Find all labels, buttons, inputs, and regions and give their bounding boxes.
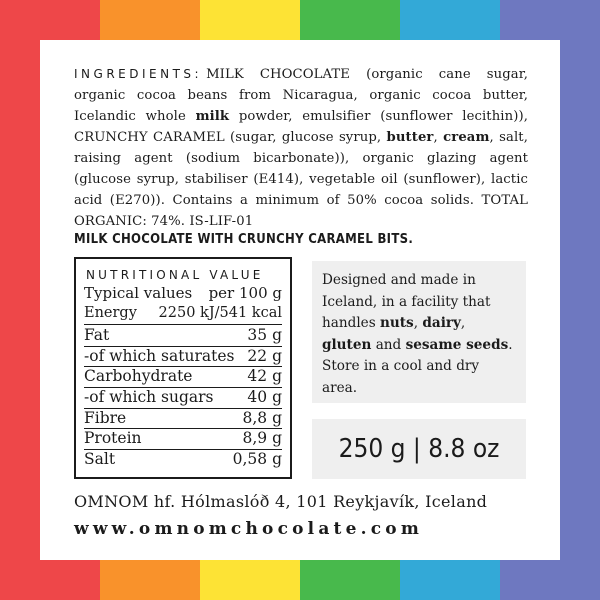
info-text-segment: . Store in a cool and dry area. <box>322 336 513 396</box>
nutrition-row <box>84 326 282 347</box>
nutrition-row-value: 22 g <box>247 346 282 365</box>
allergen-cream: cream <box>443 130 490 145</box>
nutrition-row <box>84 347 282 368</box>
net-weight-text: 250 g | 8.8 oz <box>338 434 500 464</box>
nutrition-row-label: -of which saturates <box>84 346 235 365</box>
nutrition-row-label: Protein <box>84 429 142 448</box>
info-text-segment: and <box>371 336 406 353</box>
ingredient-text-segment: , <box>433 130 444 145</box>
allergen-sesame: sesame seeds <box>405 336 509 353</box>
net-weight-box <box>312 419 526 479</box>
nutrition-header-value: per 100 g <box>208 284 282 302</box>
ingredient-milk-chocolate: MILK CHOCOLATE <box>206 67 351 82</box>
nutrition-row-label: Fibre <box>84 408 127 427</box>
company-address: OMNOM hf. Hólmaslóð 4, 101 Reykjavík, Iceland <box>74 492 488 511</box>
ingredient-text-segment: powder, emulsifier (sunflower lecithin)), <box>229 109 528 124</box>
allergen-butter: butter <box>386 130 434 145</box>
ingredient-text-segment: (organic cane sugar, organic cocoa beans from Nicaragua, organic cocoa butter, Icelandic whole <box>74 67 529 124</box>
nutrition-row-value: 42 g <box>247 367 282 386</box>
ingredient-crunchy-caramel: CRUNCHY CARAMEL <box>74 130 225 145</box>
ingredient-e414: E414 <box>258 172 294 187</box>
nutrition-row-label: Carbohydrate <box>84 367 193 386</box>
label-panel <box>40 40 560 560</box>
nutrition-row-value: 8,8 g <box>242 408 282 427</box>
info-text-segment: Designed and made in Iceland, in a facility that handles <box>322 272 491 332</box>
nutrition-row-label: Salt <box>84 449 116 468</box>
nutrition-energy-row <box>84 304 282 326</box>
ingredient-text-segment: )). Contains a minimum of 50% cocoa solids. <box>150 193 482 208</box>
nutrition-energy-label: Energy <box>84 304 137 321</box>
allergen-dairy: dairy <box>422 315 461 332</box>
allergen-info-box <box>312 261 526 403</box>
nutrition-title: NUTRITIONAL VALUE <box>86 268 264 282</box>
nutrition-row-value: 0,58 g <box>232 449 282 468</box>
ingredient-text-segment: : 74%. <box>142 214 190 229</box>
nutrition-row-value: 8,9 g <box>242 429 282 448</box>
product-subtitle: MILK CHOCOLATE WITH CRUNCHY CARAMEL BITS. <box>74 232 414 247</box>
nutrition-row <box>84 388 282 409</box>
ingredient-e270: E270 <box>115 193 151 208</box>
nutrition-energy-value: 2250 kJ/541 kcal <box>158 304 282 321</box>
ingredient-text-segment: , salt, raising agent (sodium bicarbonate)), organic glazing agent (glucose syrup, stabiliser ( <box>74 130 528 187</box>
ingredient-text-segment: (sugar, glucose syrup, <box>224 130 387 145</box>
nutrition-row-label: Fat <box>84 326 110 345</box>
nutrition-row-value: 35 g <box>247 326 282 345</box>
allergen-nuts: nuts <box>380 315 414 332</box>
organic-certification-code: IS-LIF-01 <box>189 214 254 229</box>
nutrition-row <box>84 429 282 450</box>
nutrition-header-row <box>84 284 282 304</box>
ingredients-text <box>74 64 528 232</box>
nutrition-row <box>84 367 282 388</box>
info-text-segment: , <box>413 315 423 332</box>
total-organic-label: TOTAL ORGANIC <box>74 193 528 229</box>
ingredients-heading: INGREDIENTS: <box>74 67 203 81</box>
allergen-milk: milk <box>195 109 230 124</box>
allergen-gluten: gluten <box>322 336 372 353</box>
nutrition-row <box>84 450 282 470</box>
nutrition-row-label: -of which sugars <box>84 387 214 406</box>
nutrition-row-value: 40 g <box>247 387 282 406</box>
info-text-segment: , <box>460 315 466 332</box>
nutrition-table <box>74 257 292 479</box>
website-link[interactable]: www.omnomchocolate.com <box>74 519 424 539</box>
ingredient-text-segment: ), vegetable oil (sunflower), lactic acid ( <box>74 172 528 208</box>
nutrition-header-label: Typical values <box>84 284 193 302</box>
nutrition-row <box>84 409 282 430</box>
